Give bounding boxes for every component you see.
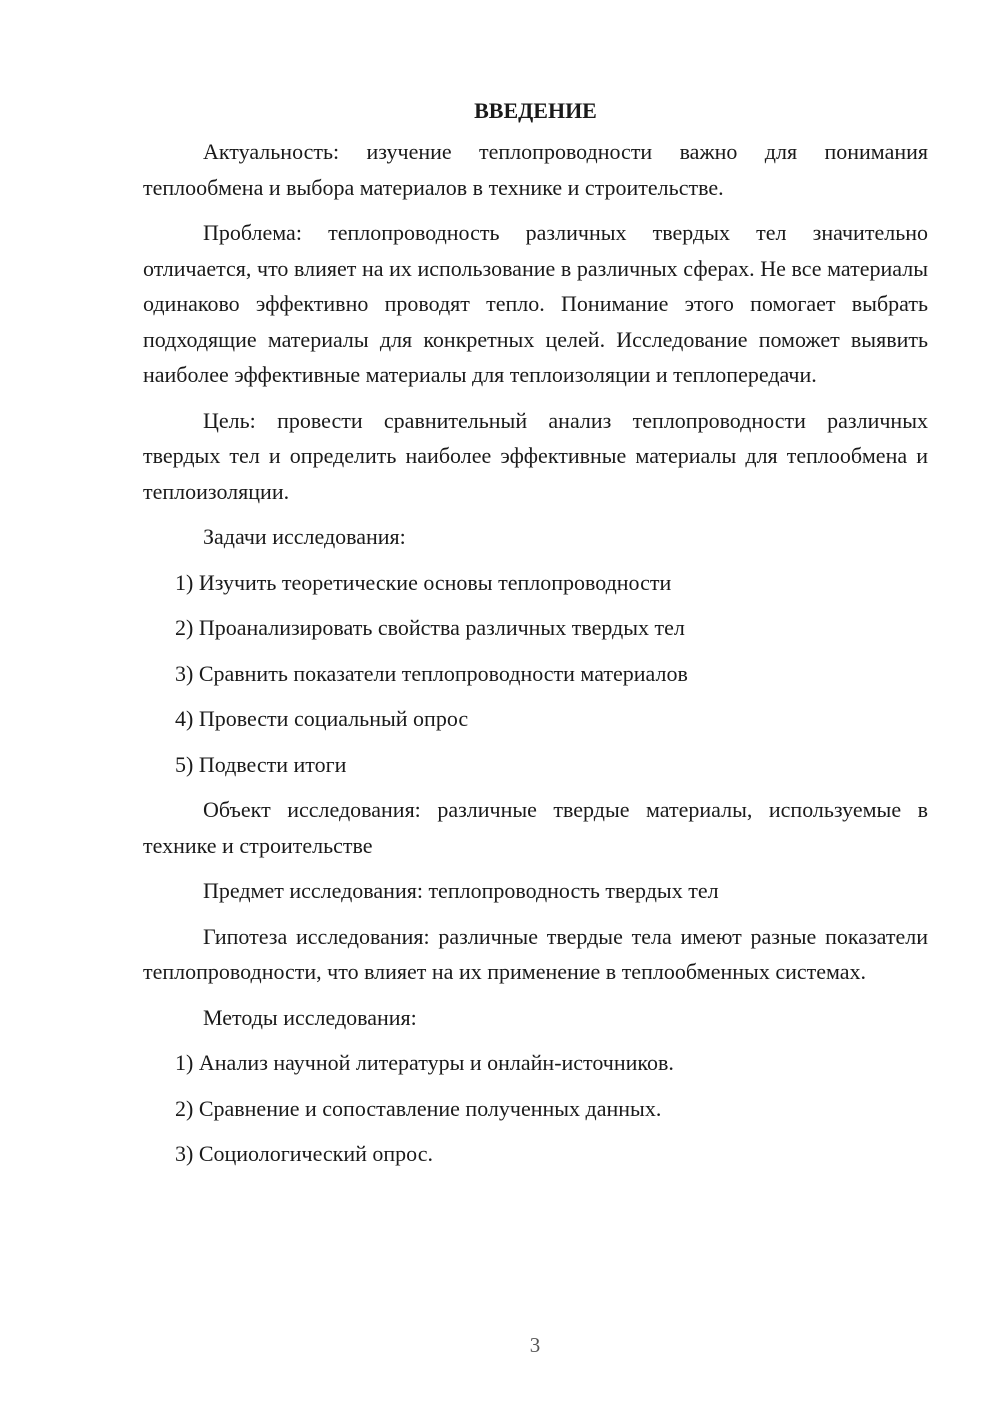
method-item: 3) Социологический опрос.	[175, 1141, 433, 1166]
object-paragraph: Объект исследования: различные твердые материалы, используемые в технике и строительстве	[143, 797, 928, 858]
page-title: ВВЕДЕНИЕ	[474, 98, 597, 123]
task-item: 4) Провести социальный опрос	[175, 706, 469, 731]
hypothesis-paragraph: Гипотеза исследования: различные твердые тела имеют разные показатели теплопроводности, что влияет на их применение в теплообменных системах.	[143, 923, 928, 984]
goal-paragraph: Цель: провести сравнительный анализ теплопроводности различных твердых тел и определить наиболее эффективные материалы для теплообмена и теплоизоляции.	[143, 407, 928, 504]
task-item: 5) Подвести итоги	[175, 751, 347, 777]
tasks-heading: Задачи исследования:	[203, 524, 406, 549]
page-number: 3	[529, 1333, 541, 1357]
task-item: 2) Проанализировать свойства различных твердых тел	[175, 615, 685, 640]
subject-paragraph: Предмет исследования: теплопроводность твердых тел	[203, 878, 719, 903]
task-item: 1) Изучить теоретические основы теплопроводности	[175, 569, 672, 595]
method-item: 1) Анализ научной литературы и онлайн-источников.	[175, 1050, 674, 1075]
tasks-list	[143, 565, 928, 782]
problem-paragraph: Проблема: теплопроводность различных твердых тел значительно отличается, что влияет на их использование в различных сферах. Не все материалы одинаково эффективно проводят тепло. Понимание этого помогает выбрать подходящие материалы для конкретных целей. Исследование поможет выявить наиболее эффективные материалы для теплоизоляции и теплопередачи.	[143, 220, 928, 387]
relevance-paragraph: Актуальность: изучение теплопроводности важно для понимания теплообмена и выбора материалов в технике и строительстве.	[143, 139, 928, 200]
method-item: 2) Сравнение и сопоставление полученных данных.	[175, 1095, 662, 1121]
task-item: 3) Сравнить показатели теплопроводности материалов	[175, 660, 688, 686]
methods-heading: Методы исследования:	[203, 1004, 417, 1030]
document-body	[143, 93, 928, 1182]
methods-list	[143, 1045, 928, 1171]
